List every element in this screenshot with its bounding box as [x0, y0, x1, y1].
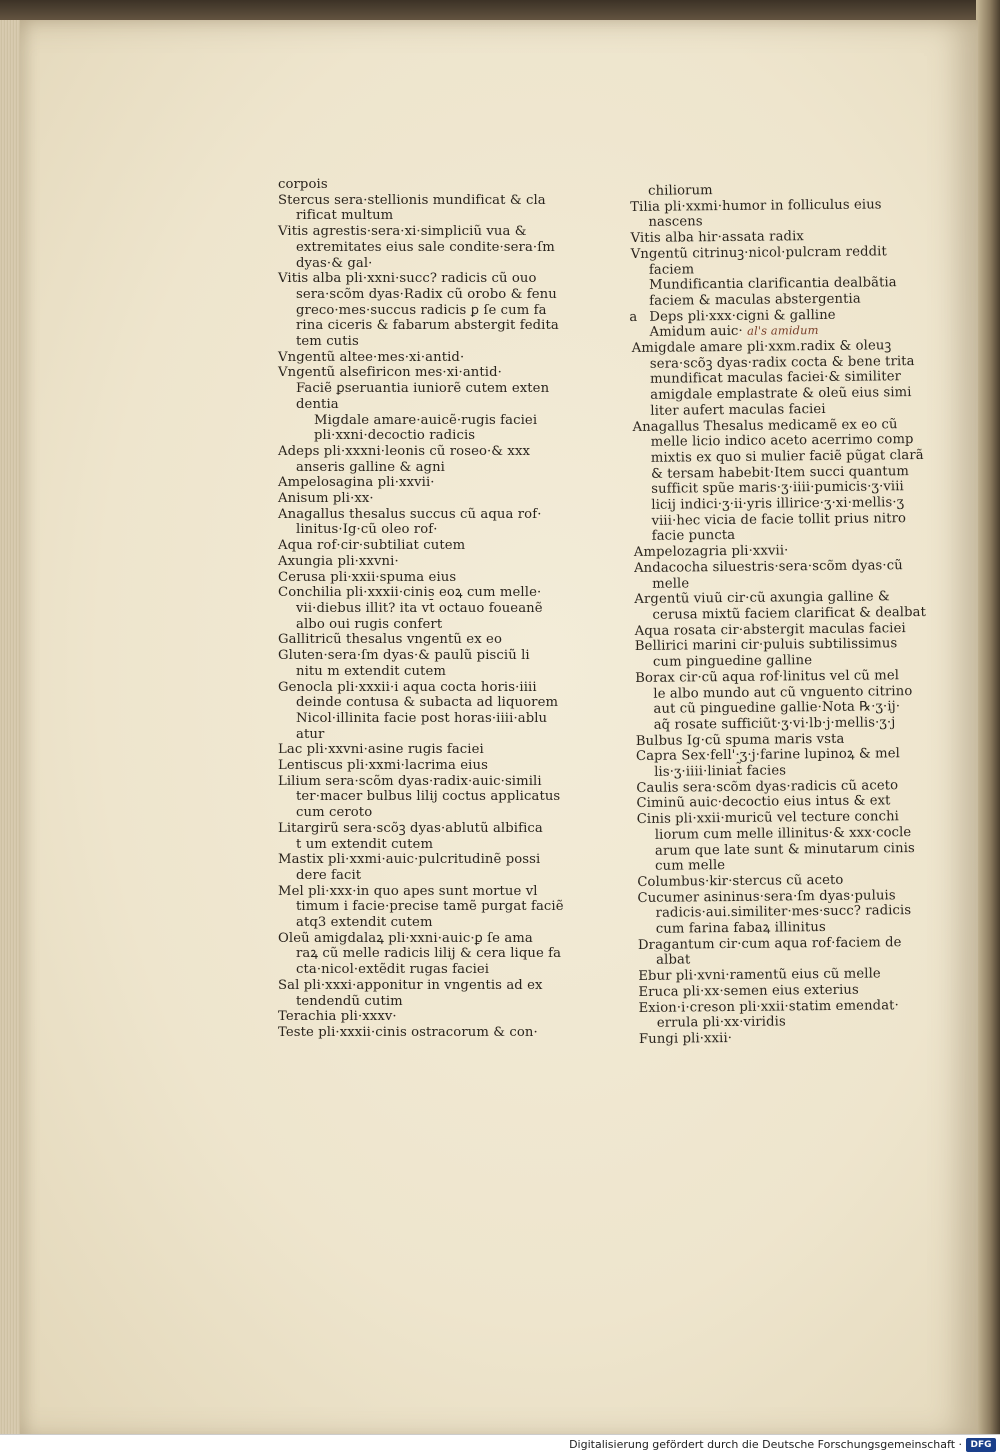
- line-text: atq3 extendit cutem: [296, 915, 433, 931]
- text-line: [278, 711, 563, 727]
- line-text: corpois: [278, 177, 328, 192]
- line-text: Eruca pli·xx·semen eius exterius: [638, 982, 859, 1000]
- text-line: [278, 240, 563, 256]
- text-line: [278, 774, 563, 790]
- line-text: Andacocha siluestris·sera·scõm dyas·cũ: [633, 558, 903, 576]
- text-line: [278, 334, 563, 350]
- line-text: Faciẽ ꝑseruantia iuniorẽ cutem exten: [296, 381, 550, 397]
- line-text: Lentiscus pli·xxmi·lacrima eius: [278, 758, 488, 774]
- line-text: cum pinguedine galline: [652, 653, 813, 670]
- text-line: [278, 946, 563, 962]
- line-text: timum i facie·precise tamẽ purgat faciẽ: [296, 899, 564, 915]
- text-line: [278, 428, 563, 444]
- line-text: Cerusa pli·xxii·spuma eius: [278, 569, 457, 585]
- footer-bar: [0, 1434, 1000, 1456]
- line-text: dere facit: [296, 867, 362, 883]
- line-text: Mundificantia clarificantia dealbãtia: [648, 275, 897, 294]
- line-text: anseris galline & agni: [296, 459, 446, 475]
- line-text: Cinis pli·xxii·muricũ vel tecture conchi: [636, 809, 900, 828]
- line-text: Litargirũ sera·scõꝫ dyas·ablutũ albifica: [278, 820, 543, 836]
- line-text: Columbus·kir·stercus cũ aceto: [637, 872, 844, 890]
- line-text: aut cũ pinguedine gallie·Nota ℞·ʒ·ij·: [653, 699, 901, 717]
- line-text: Tilia pli·xxmi·humor in folliculus eius: [630, 197, 882, 215]
- dfg-logo: DFG: [966, 1438, 996, 1452]
- line-text: cerusa mixtũ faciem clarificat & dealbat: [652, 604, 927, 623]
- line-text: Gluten·sera·ſm dyas·& paulũ pisciũ li: [278, 648, 530, 664]
- text-line: [278, 287, 563, 303]
- text-line: [278, 978, 563, 994]
- line-text: Capra Sex·fell'·ʒ·j·farine lupinoꝝ & mel: [635, 746, 900, 765]
- line-text: Ebur pli·xvni·ramentũ eius cũ melle: [638, 966, 881, 985]
- text-line: [278, 915, 563, 931]
- line-text: Vngentũ alsefiricon mes·xi·antid·: [278, 365, 502, 381]
- line-text: cum melle: [655, 858, 726, 875]
- text-line: [278, 617, 563, 633]
- text-line: [278, 837, 563, 853]
- text-line: [278, 507, 563, 523]
- line-text: Lilium sera·scõm dyas·radix·auic·simili: [278, 773, 542, 789]
- text-line: [278, 365, 563, 381]
- text-line: [639, 1029, 939, 1048]
- line-text: radicis·aui.similiter·mes·succ? radicis: [655, 903, 912, 922]
- text-line: [278, 193, 563, 209]
- text-line: [278, 522, 563, 538]
- line-text: Genocla pli·xxxii·i aqua cocta horis·iiii: [278, 679, 537, 695]
- line-text: faciem: [648, 261, 695, 278]
- text-line: [278, 601, 563, 617]
- text-line: [278, 868, 563, 884]
- line-text: tendendũ cutim: [296, 993, 403, 1009]
- line-text: rificat multum: [296, 208, 394, 224]
- text-line: [278, 1025, 563, 1041]
- line-text: Amidum auic·: [649, 324, 743, 341]
- line-text: Aqua rosata cir·abstergit maculas faciei: [634, 620, 906, 639]
- text-line: [278, 632, 563, 648]
- line-text: albat: [656, 952, 691, 969]
- line-text: sera·scõm dyas·Radix cũ orobo & fenu: [296, 286, 557, 302]
- text-line: [278, 554, 563, 570]
- line-text: liorum cum melle illinitus·& xxx·cocle: [654, 824, 912, 843]
- line-text: Vitis alba hir·assata radix: [630, 229, 805, 247]
- line-text: extremitates eius sale condite·sera·ſm: [296, 239, 555, 255]
- text-line: [278, 256, 563, 272]
- funding-note: Digitalisierung gefördert durch die Deutsche Forschungsgemeinschaft ·: [569, 1438, 962, 1451]
- line-text: Adeps pli·xxxni·leonis cũ roseo·& xxx: [278, 443, 531, 459]
- line-text: cta·nicol·extẽdit rugas faciei: [296, 962, 490, 978]
- right-text-column: [630, 181, 939, 1048]
- text-line: [278, 570, 563, 586]
- book-spine-shadow: [976, 0, 1000, 1455]
- line-text: viii·hec vicia de facie tollit prius nitro: [651, 510, 907, 529]
- line-text: Migdale amare·auicẽ·rugis faciei: [314, 412, 538, 428]
- text-line: [278, 805, 563, 821]
- text-line: [278, 177, 563, 193]
- line-text: linitus·Ig·cũ oleo rof·: [296, 522, 438, 538]
- text-line: [278, 413, 563, 429]
- line-text: mundificat maculas faciei·& similiter: [649, 369, 902, 388]
- margin-marker: a: [629, 309, 638, 325]
- line-text: Anagallus Thesalus medicamẽ ex eo cũ: [632, 416, 898, 435]
- line-text: sufficit spũe maris·ʒ·iiii·pumicis·ʒ·viii: [651, 479, 904, 498]
- line-text: albo oui rugis confert: [296, 616, 443, 632]
- line-text: amigdale emplastrate & oleũ eius simi: [650, 385, 912, 403]
- line-text: Mel pli·xxx·in quo apes sunt mortue vl: [278, 883, 538, 899]
- text-line: [278, 931, 563, 947]
- text-line: [278, 1009, 563, 1025]
- line-text: raꝝ cũ melle radicis lilij & cera lique fa: [296, 946, 562, 962]
- line-text: Gallitricũ thesalus vngentũ ex eo: [278, 632, 502, 648]
- line-text: Bellirici marini cir·puluis subtilissimus: [634, 636, 898, 655]
- line-text: Aqua rof·cir·subtiliat cutem: [278, 538, 466, 554]
- line-text: Amigdale amare pli·xxm.radix & oleuꝫ: [631, 338, 892, 357]
- line-text: Ampelosagina pli·xxvii·: [278, 475, 435, 491]
- line-text: licij indici·ʒ·ii·yris illirice·ʒ·xi·mellis·ʒ: [651, 495, 905, 513]
- line-text: Ciminũ auic·decoctio eius intus & ext: [636, 793, 891, 812]
- text-line: [278, 318, 563, 334]
- line-text: Vngentũ citrinuꝫ·nicol·pulcram reddit: [630, 244, 887, 262]
- line-text: Teste pli·xxxii·cinis ostracorum & con·: [278, 1024, 538, 1040]
- text-line: [278, 350, 563, 366]
- line-text: dyas·& gal·: [296, 255, 373, 271]
- line-text: Ampelozagria pli·xxvii·: [633, 543, 789, 561]
- line-text: le albo mundo aut cũ vnguento citrino: [653, 683, 913, 702]
- text-line: [278, 727, 563, 743]
- line-text: liter aufert maculas faciei: [650, 401, 826, 419]
- line-text: Axungia pli·xxvni·: [278, 553, 399, 569]
- line-text: mixtis ex quo si mulier faciẽ pũgat clarã: [650, 447, 924, 466]
- line-text: nitu m extendit cutem: [296, 663, 446, 679]
- line-text: facie puncta: [651, 528, 736, 545]
- text-line: [278, 664, 563, 680]
- line-text: errula pli·xx·viridis: [656, 1014, 786, 1032]
- text-line: [278, 303, 563, 319]
- text-line: [278, 397, 563, 413]
- text-line: [278, 648, 563, 664]
- text-line: [278, 271, 563, 287]
- text-line: [278, 381, 563, 397]
- text-line: [278, 852, 563, 868]
- line-text: Conchilia pli·xxxii·cinis eoꝝ cum melle·: [278, 585, 542, 601]
- line-text: rina ciceris & fabarum abstergit fedita: [296, 318, 559, 334]
- line-text: Argentũ viuũ cir·cũ axungia galline &: [634, 589, 890, 608]
- text-line: [278, 585, 563, 601]
- line-text: Sal pli·xxxi·apponitur in vngentis ad ex: [278, 977, 543, 993]
- line-text: Vitis alba pli·xxni·succ? radicis cũ ouo: [278, 271, 537, 287]
- line-text: Nicol·illinita facie post horas·iiii·ablu: [296, 710, 548, 726]
- line-text: Exion·i·creson pli·xxii·statim emendat·: [638, 997, 899, 1016]
- text-line: [278, 899, 563, 915]
- handwritten-annotation: al's amidum: [747, 323, 819, 339]
- line-text: sera·scõꝫ dyas·radix cocta & bene trita: [649, 353, 915, 372]
- line-text: Fungi pli·xxii·: [638, 1030, 733, 1047]
- line-text: chiliorum: [647, 183, 713, 199]
- text-line: [278, 695, 563, 711]
- line-text: Dragantum cir·cum aqua rof·faciem de: [637, 934, 902, 953]
- line-text: & tersam habebit·Item succi quantum: [650, 463, 910, 482]
- line-text: greco·mes·succus radicis ꝑ ſe cum fa: [296, 302, 547, 318]
- line-text: Anisum pli·xx·: [278, 491, 374, 507]
- text-line: [278, 884, 563, 900]
- text-line: [278, 680, 563, 696]
- line-text: tem cutis: [296, 334, 359, 350]
- line-text: Vitis agrestis·sera·xi·simpliciũ vua &: [278, 224, 527, 240]
- text-line: [278, 491, 563, 507]
- line-text: Oleũ amigdalaꝝ pli·xxni·auic·ꝑ ſe ama: [278, 930, 533, 946]
- line-text: deinde contusa & subacta ad liquorem: [296, 695, 559, 711]
- text-line: [278, 224, 563, 240]
- line-text: nascens: [648, 214, 703, 231]
- line-text: Borax cir·cũ aqua rof·linitus vel cũ mel: [635, 668, 900, 686]
- line-text: Stercus sera·stellionis mundificat & cla: [278, 192, 546, 208]
- text-line: [278, 789, 563, 805]
- line-text: Bulbus Ig·cũ spuma maris vsta: [635, 731, 845, 749]
- line-text: Terachia pli·xxxv·: [278, 1009, 397, 1025]
- line-text: Deps pli·xxx·cigni & galline: [649, 307, 836, 325]
- line-text: Vngentũ altee·mes·xi·antid·: [278, 349, 465, 365]
- line-text: t um extendit cutem: [296, 836, 434, 852]
- line-text: lis·ʒ·iiii·liniat̃ facies: [654, 763, 787, 780]
- line-text: ter·macer bulbus lilij coctus applicatus: [296, 789, 561, 805]
- text-line: [278, 962, 563, 978]
- text-line: [278, 821, 563, 837]
- text-line: [278, 208, 563, 224]
- line-text: cum farina fabaꝝ illinitus: [655, 920, 826, 937]
- line-text: arum que late sunt & minutarum cinis: [654, 840, 915, 859]
- line-text: Anagallus thesalus succus cũ aqua rof·: [278, 506, 542, 522]
- line-text: Caulis sera·scõm dyas·radicis cũ aceto: [636, 777, 899, 796]
- line-text: melle: [652, 575, 690, 592]
- line-text: Mastix pli·xxmi·auic·pulcritudinẽ possi: [278, 852, 541, 868]
- line-text: melle licio indico aceto acerrimo comp: [650, 432, 914, 451]
- text-line: [278, 994, 563, 1010]
- line-text: dentia: [296, 396, 339, 412]
- text-line: [278, 538, 563, 554]
- text-line: [278, 758, 563, 774]
- text-line: [278, 444, 563, 460]
- left-text-column: [278, 177, 563, 1041]
- text-line: [278, 742, 563, 758]
- line-text: Cucumer asininus·sera·ſm dyas·puluis: [637, 887, 896, 906]
- line-text: aq̃ rosate sufficiũt·ʒ·vi·lb·j·mellis·ʒ·j: [653, 715, 896, 733]
- line-text: Lac pli·xxvni·asine rugis faciei: [278, 742, 484, 758]
- line-text: cum ceroto: [296, 805, 373, 821]
- line-text: pli·xxni·decoctio radicis: [314, 428, 476, 444]
- line-text: faciem & maculas abstergentia: [649, 291, 861, 309]
- text-line: [278, 460, 563, 476]
- line-text: vii·diebus illit? ita vt̄ octauo foueanẽ: [296, 600, 543, 616]
- text-line: [278, 475, 563, 491]
- line-text: atur: [296, 726, 325, 742]
